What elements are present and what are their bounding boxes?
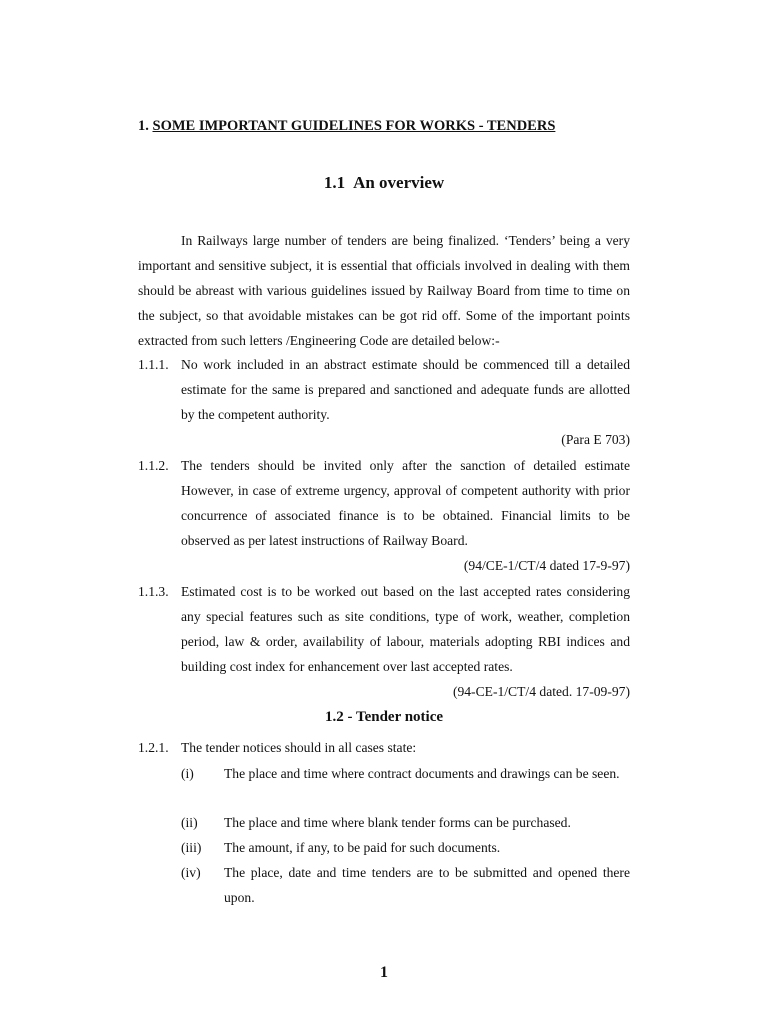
list-item-text: The place, date and time tenders are to be submitted and opened there upon. <box>224 865 630 905</box>
chapter-number: 1. <box>138 118 149 134</box>
list-item-text: The place and time where blank tender forms can be purchased. <box>224 815 571 830</box>
list-item-number: (ii) <box>181 815 198 830</box>
list-item <box>181 860 630 910</box>
list-item-number: (iii) <box>181 840 202 855</box>
clause-number: 1.1.3. <box>138 584 169 599</box>
clause-reference: (94/CE-1/CT/4 dated 17-9-97) <box>463 558 630 573</box>
list-item-text: The place and time where contract documents and drawings can be seen. <box>224 766 620 781</box>
intro-paragraph: In Railways large number of tenders are being finalized. ‘Tenders’ being a very important and sensitive subject, it is essential that officials involved in dealing with them should be abreast with various guidelines issued by Railway Board from time to time on the subject, so that avoidable mistakes can be got rid off. Some of the important points extracted from such letters /Engineering Code are detailed below:- <box>138 233 630 348</box>
list-item-number: (iv) <box>181 865 201 880</box>
clause-text: The tenders should be invited only after the sanction of detailed estimate However, in case of extreme urgency, approval of competent authority with prior concurrence of associated finance is to be obtained. Financial limits to be observed as per latest instructions of Railway Board. <box>181 458 630 548</box>
clause-number: 1.2.1. <box>138 740 169 755</box>
page-number: 1 <box>380 964 388 981</box>
clause-1-1-2 <box>138 453 630 553</box>
clause-1-1-1 <box>138 352 630 427</box>
section-heading-tender-notice: 1.2 - Tender notice <box>324 709 444 725</box>
section-heading-overview <box>0 173 768 193</box>
clause-text: No work included in an abstract estimate should be commenced till a detailed estimate for the same is prepared and sanctioned and adequate funds are allotted by the competent authority. <box>181 357 630 422</box>
clause-number: 1.1.2. <box>138 458 169 473</box>
clause-1-2-1 <box>138 735 416 760</box>
chapter-heading <box>138 118 555 135</box>
clause-number: 1.1.1. <box>138 357 169 372</box>
chapter-title: SOME IMPORTANT GUIDELINES FOR WORKS - TENDERS <box>152 118 556 134</box>
clause-text: The tender notices should in all cases state: <box>181 740 417 755</box>
clause-1-1-3 <box>138 579 630 679</box>
list-item <box>181 761 630 786</box>
clause-text: Estimated cost is to be worked out based on the last accepted rates considering any special features such as site conditions, type of work, weather, completion period, law & order, availability of labour, materials adopting RBI indices and building cost index for enhancement over last accepted rates. <box>181 584 630 674</box>
clause-reference: (94-CE-1/CT/4 dated. 17-09-97) <box>452 684 630 699</box>
section-title: An overview <box>353 173 445 192</box>
list-item-text: The amount, if any, to be paid for such documents. <box>224 840 501 855</box>
clause-reference: (Para E 703) <box>561 432 630 447</box>
list-item <box>181 835 630 860</box>
list-item <box>181 810 630 835</box>
list-item-number: (i) <box>181 766 194 781</box>
section-number: 1.1 <box>323 173 346 192</box>
